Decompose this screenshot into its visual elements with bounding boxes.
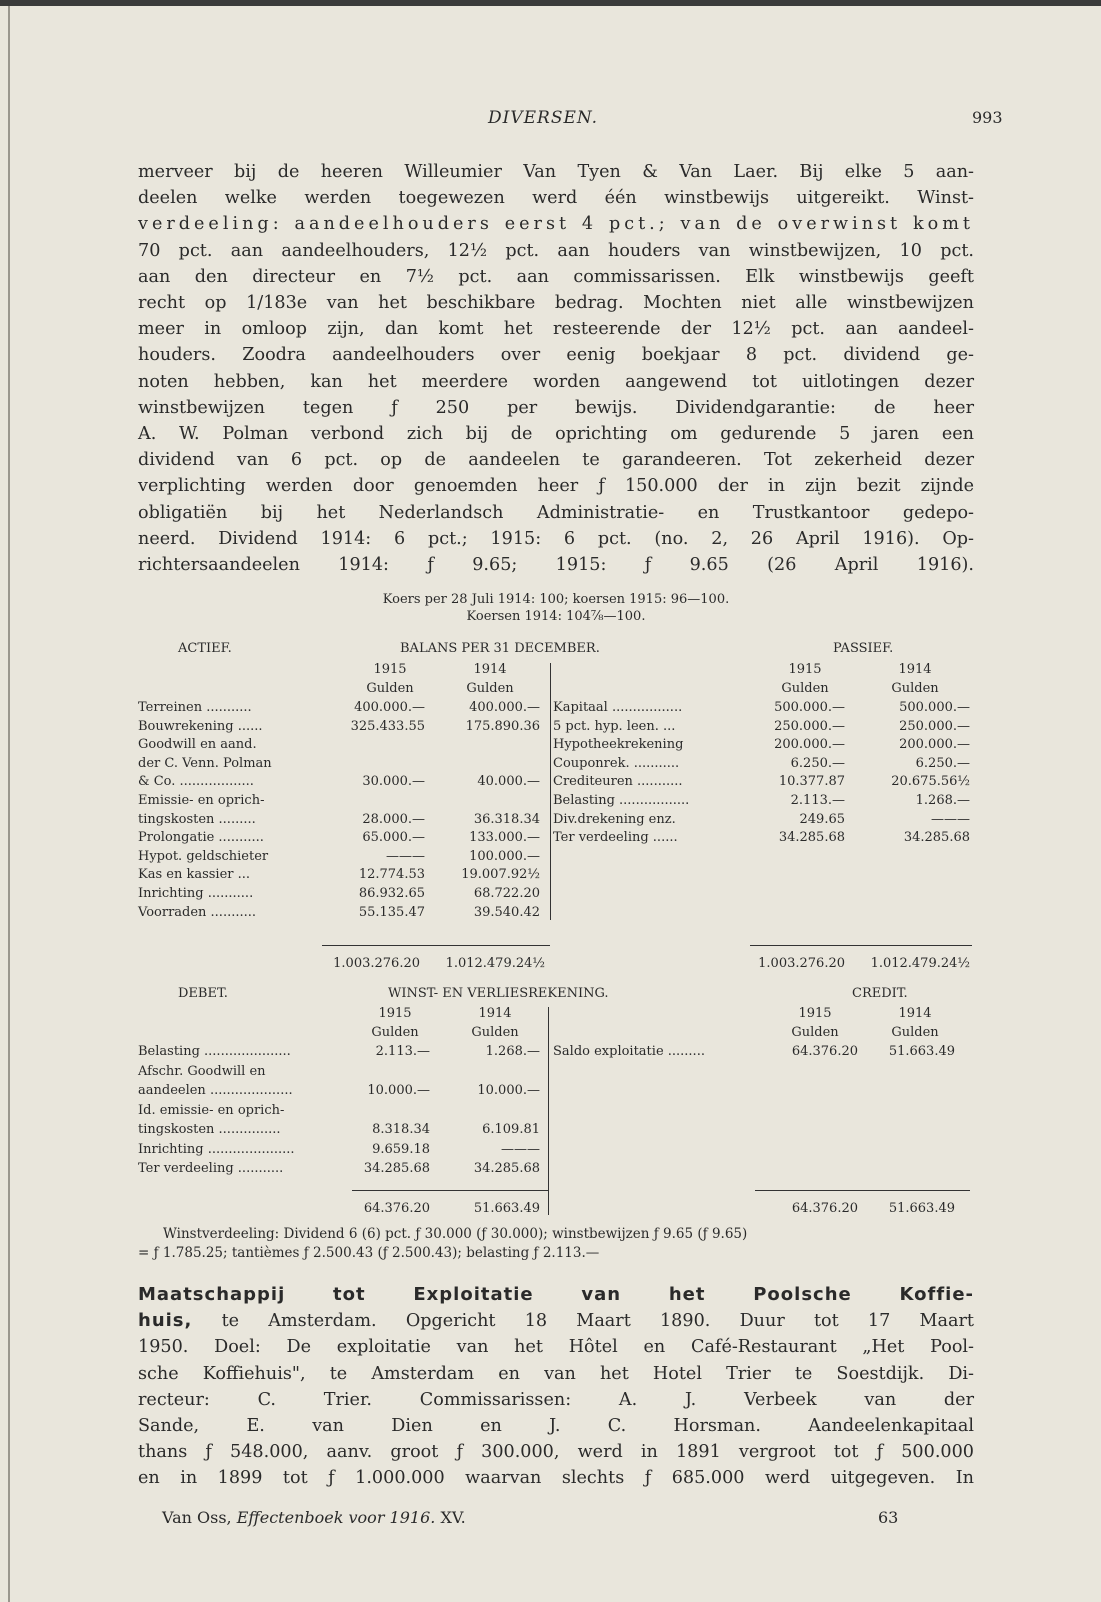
ledger-label: Ter verdeeling ...... xyxy=(553,830,678,846)
balans-year: 1915 xyxy=(788,662,822,677)
ledger-amount: 34.285.68 xyxy=(778,830,845,846)
text-line: sche Koffiehuis", te Amsterdam en van het Hotel Trier te Soestdijk. Di- xyxy=(138,1363,974,1384)
ledger-label: Belasting ..................... xyxy=(138,1044,291,1059)
ledger-label: Div.drekening enz. xyxy=(553,811,676,827)
text-line xyxy=(138,1282,974,1308)
ledger-amount: 40.000.— xyxy=(477,774,540,790)
winst-year: 1915 xyxy=(378,1006,412,1021)
balans-actief-label: ACTIEF. xyxy=(178,641,232,656)
page-top-edge xyxy=(0,0,1101,6)
ledger-amount: 500.000.— xyxy=(774,700,845,715)
ledger-label: Kas en kassier ... xyxy=(138,867,251,883)
balans-year: 1914 xyxy=(473,662,507,677)
balans-divider xyxy=(550,663,551,920)
ledger-amount: 133.000.— xyxy=(469,830,540,846)
balans-total-rule xyxy=(750,945,972,946)
winst-total-rule xyxy=(755,1190,970,1191)
ledger-label: Saldo exploitatie ......... xyxy=(553,1044,705,1059)
text-line: noten hebben, kan het meerdere worden aangewend tot uitlotingen dezer xyxy=(138,371,974,392)
text-line: merveer bij de heeren Willeumier Van Tyen & Van Laer. Bij elke 5 aan- xyxy=(138,162,974,182)
balans-total: 1.012.479.24½ xyxy=(445,956,545,971)
text-line: 70 pct. aan aandeelhouders, 12½ pct. aan houders van winstbewijzen, 10 pct. xyxy=(138,240,974,261)
ledger-amount: 400.000.— xyxy=(354,700,425,715)
ledger-amount: 34.285.68 xyxy=(903,830,970,846)
ledger-amount: 34.285.68 xyxy=(363,1161,430,1176)
ledger-amount: 68.722.20 xyxy=(473,886,540,901)
ledger-amount: 200.000.— xyxy=(899,737,970,753)
balans-unit: Gulden xyxy=(891,681,939,696)
ledger-label: Crediteuren ........... xyxy=(553,774,683,790)
ledger-amount: 500.000.— xyxy=(899,700,970,715)
ledger-amount: 100.000.— xyxy=(469,848,540,864)
ledger-amount: 10.000.— xyxy=(367,1083,430,1098)
winst-title: WINST- EN VERLIESREKENING. xyxy=(388,986,609,1001)
ledger-amount: 1.268.— xyxy=(915,793,970,808)
running-head: DIVERSEN. xyxy=(488,108,599,128)
ledger-label: Hypotheekrekening xyxy=(553,737,684,753)
ledger-label: Prolongatie ........... xyxy=(138,830,264,846)
ledger-amount: 9.659.18 xyxy=(372,1141,430,1157)
ledger-amount: 1.268.— xyxy=(485,1044,540,1059)
ledger-label: & Co. .................. xyxy=(138,774,254,790)
ledger-label: Bouwrekening ...... xyxy=(138,718,263,734)
winst-debet-label: DEBET. xyxy=(178,986,228,1001)
balans-year: 1914 xyxy=(898,662,932,677)
ledger-amount: 200.000.— xyxy=(774,737,845,753)
balans-passief-label: PASSIEF. xyxy=(833,641,894,656)
text-line: meer in omloop zijn, dan komt het resteerende der 12½ pct. aan aandeel- xyxy=(138,319,974,340)
ledger-label: Belasting ................. xyxy=(553,793,690,808)
winstverdeeling-line: = ƒ 1.785.25; tantièmes ƒ 2.500.43 (ƒ 2.500.43); belasting ƒ 2.113.— xyxy=(138,1245,600,1261)
text-line: verplichting werden door genoemden heer ƒ 150.000 der in zijn bezit zijnde xyxy=(138,476,974,497)
ledger-amount: 65.000.— xyxy=(362,830,425,846)
ledger-label: Inrichting ........... xyxy=(138,886,254,901)
balans-unit: Gulden xyxy=(466,681,514,696)
text-line: A. W. Polman verbond zich bij de oprichting om gedurende 5 jaren een xyxy=(138,424,974,445)
ledger-amount: 12.774.53 xyxy=(358,867,425,883)
ledger-amount: 250.000.— xyxy=(774,718,845,734)
winst-unit: Gulden xyxy=(891,1025,939,1040)
ledger-amount: ——— xyxy=(386,848,425,864)
company-line-rest: te Amsterdam. Opgericht 18 Maart 1890. Duur tot 17 Maart xyxy=(192,1311,974,1332)
text-line: winstbewijzen tegen ƒ 250 per bewijs. Dividendgarantie: de heer xyxy=(138,397,974,418)
text-line: houders. Zoodra aandeelhouders over eenig boekjaar 8 pct. dividend ge- xyxy=(138,345,974,366)
winst-year: 1914 xyxy=(898,1006,932,1021)
winst-total: 51.663.49 xyxy=(888,1201,955,1216)
ledger-amount: 6.109.81 xyxy=(482,1122,540,1137)
ledger-amount: 39.540.42 xyxy=(473,904,540,920)
footer-roman: XV. xyxy=(435,1508,466,1527)
ledger-label: Afschr. Goodwill en xyxy=(138,1063,266,1079)
ledger-label: Terreinen ........... xyxy=(138,700,252,715)
ledger-amount: 2.113.— xyxy=(790,793,845,808)
ledger-amount: 6.250.— xyxy=(915,755,970,771)
text-line: thans ƒ 548.000, aanv. groot ƒ 300.000, werd in 1891 vergroot tot ƒ 500.000 xyxy=(138,1442,974,1463)
ledger-label: tingskosten ............... xyxy=(138,1122,281,1137)
footer-author: Van Oss, xyxy=(162,1508,237,1527)
ledger-amount: 28.000.— xyxy=(362,811,425,827)
ledger-amount: 325.433.55 xyxy=(350,718,425,734)
ledger-label: Hypot. geldschieter xyxy=(138,848,269,864)
company-entry xyxy=(138,1282,974,1492)
ledger-label: Goodwill en aand. xyxy=(138,737,257,753)
text-line: recteur: C. Trier. Commissarissen: A. J. Verbeek van der xyxy=(138,1389,974,1410)
ledger-amount: ——— xyxy=(931,811,970,827)
ledger-amount: 10.000.— xyxy=(477,1083,540,1098)
ledger-amount: 6.250.— xyxy=(790,755,845,771)
balans-year: 1915 xyxy=(373,662,407,677)
winst-unit: Gulden xyxy=(791,1025,839,1040)
ledger-amount: 2.113.— xyxy=(375,1044,430,1059)
ledger-amount: 175.890.36 xyxy=(465,718,540,734)
ledger-amount: 30.000.— xyxy=(362,774,425,790)
winst-unit: Gulden xyxy=(371,1025,419,1040)
ledger-label: der C. Venn. Polman xyxy=(138,755,272,771)
balans-total: 1.003.276.20 xyxy=(333,956,420,971)
balans-unit: Gulden xyxy=(781,681,829,696)
ledger-label: Voorraden ........... xyxy=(138,904,257,920)
text-line: en in 1899 tot ƒ 1.000.000 waarvan slechts ƒ 685.000 werd uitgegeven. In xyxy=(138,1468,974,1489)
ledger-amount: 64.376.20 xyxy=(791,1044,858,1059)
ledger-amount: ——— xyxy=(501,1141,540,1157)
text-line: deelen welke werden toegewezen werd één winstbewijs uitgereikt. Winst- xyxy=(138,188,974,209)
text-line xyxy=(138,1308,974,1334)
winst-total: 51.663.49 xyxy=(473,1201,540,1216)
text-line: neerd. Dividend 1914: 6 pct.; 1915: 6 pct. (no. 2, 26 April 1916). Op- xyxy=(138,528,974,549)
ledger-amount: 8.318.34 xyxy=(372,1122,430,1137)
text-line: aan den directeur en 7½ pct. aan commissarissen. Elk winstbewijs geeft xyxy=(138,266,974,287)
page-number: 993 xyxy=(972,108,1003,127)
page-binding-edge xyxy=(8,6,10,1602)
ledger-label: tingskosten ......... xyxy=(138,811,256,827)
ledger-label: Inrichting ..................... xyxy=(138,1141,295,1157)
text-line: 1950. Doel: De exploitatie van het Hôtel en Café-Restaurant „Het Pool- xyxy=(138,1337,974,1358)
company-name: Maatschappij tot Exploitatie van het Poolsche Koffie- xyxy=(138,1284,974,1305)
winst-year: 1914 xyxy=(478,1006,512,1021)
balans-total-rule xyxy=(322,945,550,946)
winst-total: 64.376.20 xyxy=(791,1201,858,1216)
ledger-label: Id. emissie- en oprich- xyxy=(138,1102,285,1118)
winstverdeeling-line: Winstverdeeling: Dividend 6 (6) pct. ƒ 30.000 (ƒ 30.000); winstbewijzen ƒ 9.65 (ƒ 9.65) xyxy=(163,1226,748,1242)
koers-line: Koers per 28 Juli 1914: 100; koersen 1915: 96—100. xyxy=(382,592,730,607)
ledger-label: Emissie- en oprich- xyxy=(138,793,265,808)
footer-number: 63 xyxy=(878,1508,899,1527)
footer-title xyxy=(162,1508,466,1527)
winst-credit-label: CREDIT. xyxy=(852,986,908,1001)
winst-unit: Gulden xyxy=(471,1025,519,1040)
ledger-amount: 249.65 xyxy=(799,811,845,827)
balans-unit: Gulden xyxy=(366,681,414,696)
text-line: recht op 1/183e van het beschikbare bedrag. Mochten niet alle winstbewijzen xyxy=(138,293,974,314)
winst-divider xyxy=(548,1007,549,1215)
text-line: dividend van 6 pct. op de aandeelen te garandeeren. Tot zekerheid dezer xyxy=(138,450,974,471)
ledger-amount: 250.000.— xyxy=(899,718,970,734)
ledger-label: Kapitaal ................. xyxy=(553,700,683,715)
text-line: verdeeling: aandeelhouders eerst 4 pct.; van de overwinst komt xyxy=(138,214,974,235)
intro-paragraph xyxy=(138,159,974,578)
company-name-end: huis, xyxy=(138,1310,193,1332)
ledger-label: aandeelen .................... xyxy=(138,1083,293,1098)
ledger-amount: 400.000.— xyxy=(469,700,540,715)
text-line: obligatiën bij het Nederlandsch Administratie- en Trustkantoor gedepo- xyxy=(138,502,974,523)
balans-total: 1.012.479.24½ xyxy=(870,956,970,971)
balans-total: 1.003.276.20 xyxy=(758,956,845,971)
ledger-amount: 51.663.49 xyxy=(888,1044,955,1059)
winst-total: 64.376.20 xyxy=(363,1201,430,1216)
footer-book: Effectenboek voor 1916. xyxy=(236,1508,436,1527)
ledger-label: Ter verdeeling ........... xyxy=(138,1161,284,1176)
winst-total-rule xyxy=(352,1190,548,1191)
ledger-label: Couponrek. ........... xyxy=(553,755,680,771)
balans-title: BALANS PER 31 DECEMBER. xyxy=(400,641,600,656)
koers-line: Koersen 1914: 104⅞—100. xyxy=(466,609,646,624)
ledger-amount: 34.285.68 xyxy=(473,1161,540,1176)
ledger-amount: 10.377.87 xyxy=(778,774,845,790)
ledger-amount: 55.135.47 xyxy=(358,904,425,920)
winst-year: 1915 xyxy=(798,1006,832,1021)
ledger-amount: 19.007.92½ xyxy=(461,867,540,883)
ledger-label: 5 pct. hyp. leen. ... xyxy=(553,718,676,734)
text-line: Sande, E. van Dien en J. C. Horsman. Aandeelenkapitaal xyxy=(138,1416,974,1437)
ledger-amount: 86.932.65 xyxy=(358,886,425,901)
text-line: richtersaandeelen 1914: ƒ 9.65; 1915: ƒ 9.65 (26 April 1916). xyxy=(138,555,974,576)
ledger-amount: 36.318.34 xyxy=(473,811,540,827)
ledger-amount: 20.675.56½ xyxy=(891,774,970,790)
